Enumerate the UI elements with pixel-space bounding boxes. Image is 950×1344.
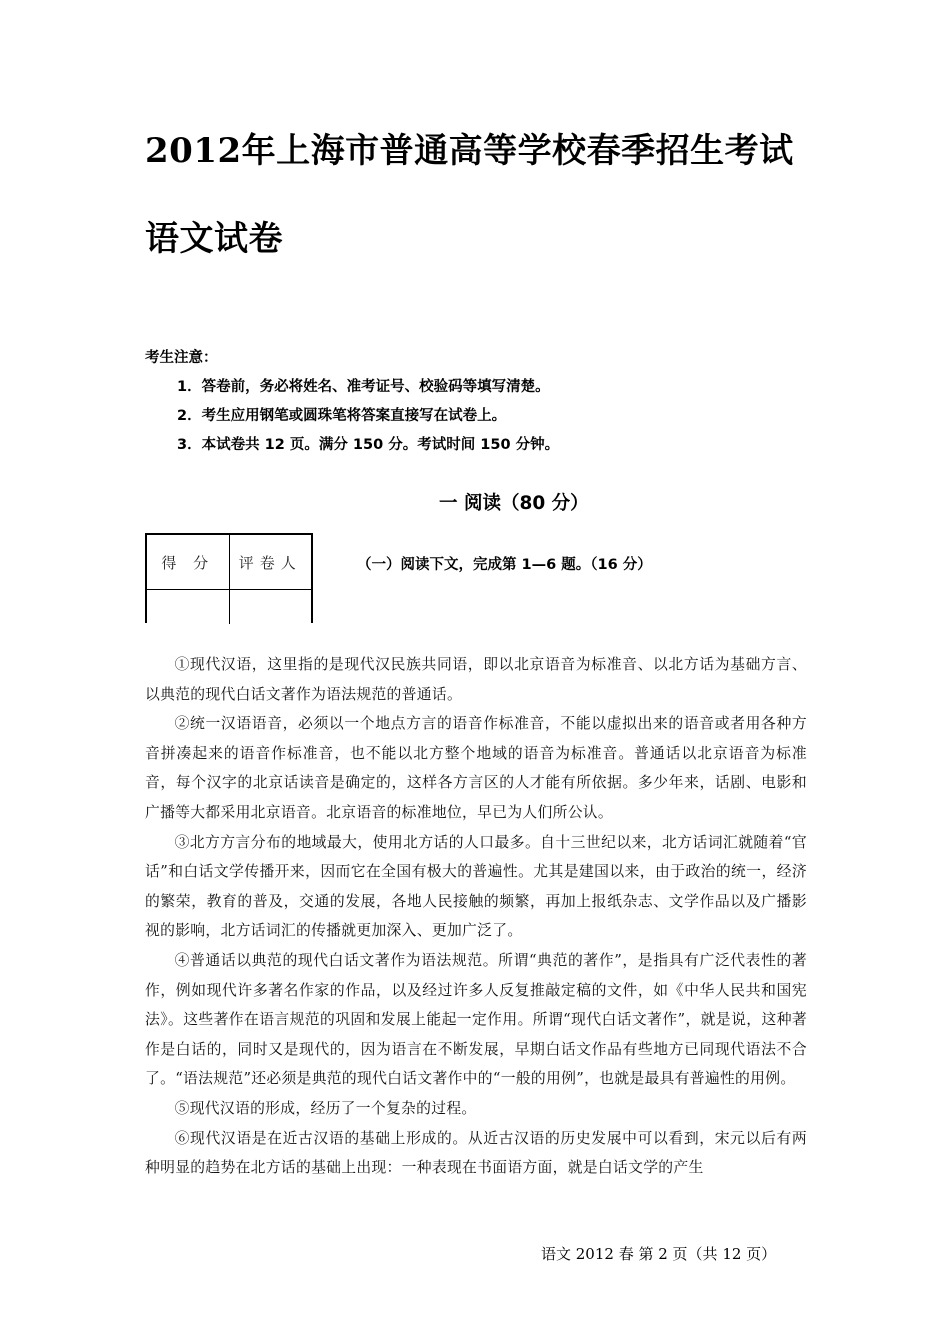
score-label: 得 分 [147, 535, 230, 589]
paragraph: ①现代汉语，这里指的是现代汉民族共同语，即以北京语音为标准音、以北方话为基础方言、以典范的现代白话文著作为语法规范的普通话。 [145, 656, 807, 703]
notice-item: 1．答卷前，务必将姓名、准考证号、校验码等填写清楚。 [177, 379, 550, 395]
notice-item: 3．本试卷共 12 页。满分 150 分。考试时间 150 分钟。 [177, 437, 560, 453]
score-cell [147, 590, 230, 624]
exam-subtitle: 语文试卷 [145, 219, 283, 259]
score-box [145, 533, 313, 623]
section-heading: 一 阅读（80 分） [439, 493, 589, 514]
paragraph: ③北方方言分布的地域最大，使用北方话的人口最多。自十三世纪以来，北方话词汇就随着“官话”和白话文学传播开来，因而它在全国有极大的普遍性。尤其是建国以来，由于政治的统一，经济的繁荣，教育的普及，交通的发展，各地人民接触的频繁，再加上报纸杂志、文学作品以及广播影视的影响，北方话词汇的传播就更加深入、更加广泛了。 [145, 833, 807, 940]
reading-passage [145, 650, 807, 1183]
paragraph: ②统一汉语语音，必须以一个地点方言的语音作标准音，不能以虚拟出来的语音或者用各种方音拼凑起来的语音作标准音，也不能以北方整个地域的语音为标准音。普通话以北京语音为标准音，每个汉字的北京话读音是确定的，这样各方言区的人才能有所依据。多少年来，话剧、电影和广播等大都采用北京语音。北京语音的标准地位，早已为人们所公认。 [145, 715, 807, 821]
notice-heading: 考生注意： [145, 350, 218, 366]
subsection-heading: （一）阅读下文，完成第 1—6 题。（16 分） [357, 557, 652, 573]
candidate-notice [145, 344, 825, 460]
notice-item: 2．考生应用钢笔或圆珠笔将答案直接写在试卷上。 [177, 408, 507, 424]
page-footer: 语文 2012 春 第 2 页（共 12 页） [541, 1245, 777, 1263]
paragraph: ⑥现代汉语是在近古汉语的基础上形成的。从近古汉语的历史发展中可以看到，宋元以后有两种明显的趋势在北方话的基础上出现：一种表现在书面语方面，就是白话文学的产生 [145, 1129, 807, 1177]
paragraph: ⑤现代汉语的形成，经历了一个复杂的过程。 [174, 1099, 477, 1117]
paragraph: ④普通话以典范的现代白话文著作为语法规范。所谓“典范的著作”，是指具有广泛代表性的著作，例如现代许多著名作家的作品，以及经过许多人反复推敲定稿的文件，如《中华人民共和国宪法》。这些著作在语言规范的巩固和发展上能起一定作用。所谓“现代白话文著作”，就是说，这种著作是白话的，同时又是现代的，因为语言在不断发展，早期白话文作品有些地方已同现代语法不合了。“语法规范”还必须是典范的现代白话文著作中的“一般的用例”，也就是最具有普遍性的用例。 [145, 951, 807, 1088]
exam-title: 2012年上海市普通高等学校春季招生考试 [145, 131, 794, 171]
grader-cell [230, 590, 312, 624]
grader-label: 评卷人 [238, 553, 302, 572]
